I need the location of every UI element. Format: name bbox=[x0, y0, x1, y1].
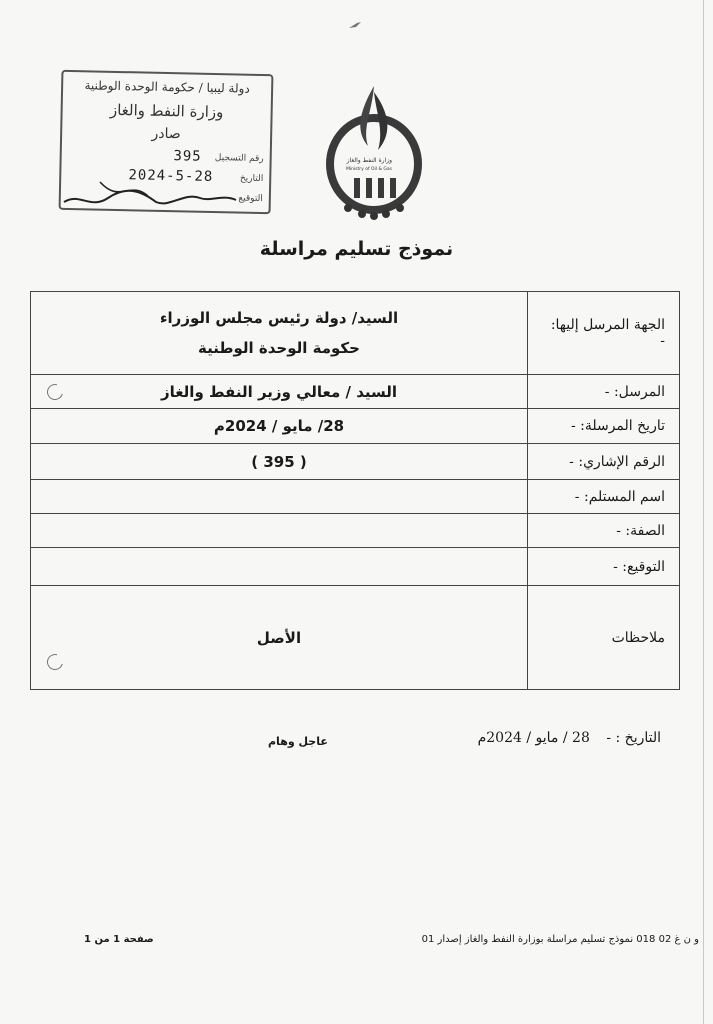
capacity-label: الصفة: - bbox=[528, 514, 680, 548]
punch-hole-mark bbox=[44, 651, 66, 673]
stamp-date-value: 2024-5-28 bbox=[128, 167, 214, 185]
letter-date-value: 28/ مايو / 2024م bbox=[31, 409, 528, 444]
reference-label: الرقم الإشاري: - bbox=[528, 444, 680, 480]
form-row-date bbox=[31, 409, 680, 444]
stamp-reg-row bbox=[68, 150, 264, 164]
sender-label: المرسل: - bbox=[528, 375, 680, 409]
recipient-value bbox=[31, 292, 528, 375]
form-row-receiver-name bbox=[31, 480, 680, 514]
handwritten-signature bbox=[60, 172, 240, 212]
pen-mark bbox=[348, 20, 362, 30]
sender-value bbox=[31, 375, 528, 409]
stamp-line-3: صادر bbox=[151, 125, 181, 143]
recipient-label: الجهة المرسل إليها: - bbox=[528, 292, 680, 375]
ministry-logo bbox=[318, 84, 430, 220]
stamp-reg-value: 395 bbox=[173, 148, 202, 165]
recipient-line-1: السيد/ دولة رئيس مجلس الوزراء bbox=[159, 309, 399, 327]
urgent-note: عاجل وهام bbox=[268, 735, 328, 748]
notes-label: ملاحظات bbox=[528, 586, 680, 690]
footer-date-label: التاريخ : - bbox=[606, 730, 661, 746]
receiver-name-value bbox=[31, 480, 528, 514]
stamp-reg-label: رقم التسجيل bbox=[214, 153, 264, 165]
form-row-notes bbox=[31, 586, 680, 690]
punch-hole-mark bbox=[44, 381, 66, 403]
stamp-sign-label: التوقيع bbox=[238, 193, 263, 205]
stamp-line-2: وزارة النفط والغاز bbox=[109, 100, 224, 122]
page-number: صفحة 1 من 1 bbox=[84, 934, 154, 945]
form-row-reference bbox=[31, 444, 680, 480]
form-row-capacity bbox=[31, 514, 680, 548]
document-code: و ن غ 02 018 نموذج تسليم مراسلة بوزارة النفط والغاز إصدار 01 bbox=[421, 934, 699, 945]
footer-date-value: 28 / مايو / 2024م bbox=[477, 730, 590, 746]
signature-value bbox=[31, 548, 528, 586]
page-edge-line bbox=[703, 0, 704, 1024]
sender-text: السيد / معالي وزير النفط والغاز bbox=[160, 382, 398, 401]
form-row-recipient bbox=[31, 292, 680, 375]
footer-date bbox=[478, 730, 661, 746]
recipient-line-2: حكومة الوحدة الوطنية bbox=[198, 339, 360, 357]
receiver-name-label: اسم المستلم: - bbox=[528, 480, 680, 514]
form-title: نموذج تسليم مراسلة bbox=[259, 238, 454, 260]
letter-date-label: تاريخ المرسلة: - bbox=[528, 409, 680, 444]
logo-text-ar: وزارة النفط والغاز bbox=[346, 157, 392, 164]
stamp-line-1: دولة ليبيا / حكومة الوحدة الوطنية bbox=[84, 78, 250, 96]
stamp-date-label: التاريخ bbox=[239, 173, 264, 185]
signature-label: التوقيع: - bbox=[528, 548, 680, 586]
reference-value: ( 395 ) bbox=[31, 444, 528, 480]
logo-text-en: Ministry of Oil & Gas bbox=[345, 167, 392, 172]
notes-value bbox=[31, 586, 528, 690]
capacity-value bbox=[31, 514, 528, 548]
delivery-form-table bbox=[30, 291, 680, 690]
notes-text: الأصل bbox=[256, 628, 302, 647]
form-row-sender bbox=[31, 375, 680, 409]
form-row-signature bbox=[31, 548, 680, 586]
